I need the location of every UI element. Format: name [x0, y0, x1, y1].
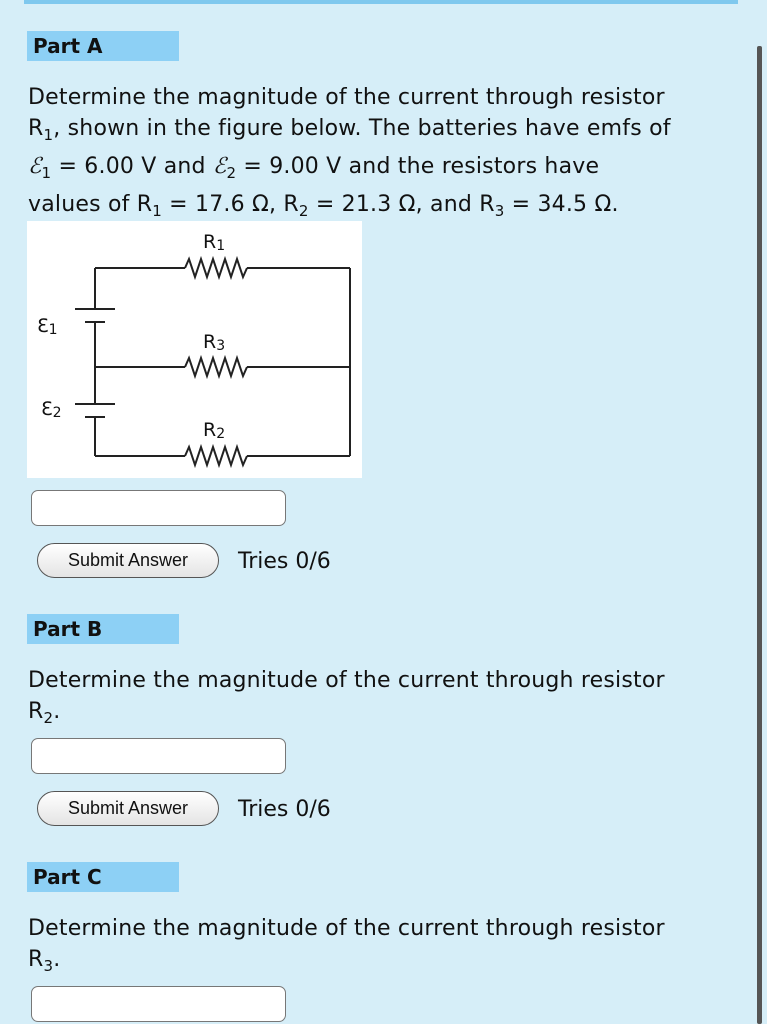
subscript: 3 [494, 202, 505, 220]
subscript: 1 [41, 164, 52, 182]
part-a-submit-button[interactable]: Submit Answer [37, 543, 219, 578]
part-c-question [28, 913, 740, 982]
part-a-header: Part A [27, 31, 179, 61]
part-a-question [28, 82, 740, 227]
e2-label: Ɛ2 [41, 398, 62, 421]
question-text: = 17.6 Ω, R [161, 192, 299, 217]
part-c-header: Part C [27, 862, 179, 892]
emf-symbol: ℰ [212, 154, 227, 179]
r3-label: R3 [203, 331, 226, 354]
r2-label: R2 [203, 419, 226, 442]
question-text: = 9.00 V and the resistors have [236, 154, 600, 179]
part-a-tries: Tries 0/6 [238, 549, 331, 574]
e1-label: Ɛ1 [37, 315, 58, 338]
part-b-header: Part B [27, 614, 179, 644]
resistor-r3 [185, 358, 247, 376]
resistor-r1 [185, 259, 247, 277]
part-b-submit-button[interactable]: Submit Answer [37, 791, 219, 826]
part-b-question [28, 665, 740, 734]
subscript: 1 [43, 126, 54, 144]
circuit-figure [27, 221, 362, 478]
subscript: 2 [226, 164, 237, 182]
resistor-r2 [185, 447, 247, 465]
r1-label: R1 [203, 231, 226, 254]
subscript: 3 [43, 957, 54, 975]
question-text: . [53, 947, 61, 972]
subscript: 2 [298, 202, 309, 220]
question-text: = 21.3 Ω, and R [308, 192, 495, 217]
question-text: R [28, 699, 44, 724]
question-text: , shown in the figure below. The batteries have emfs of [53, 116, 671, 141]
question-text: R [28, 116, 44, 141]
question-line: Determine the magnitude of the current through resistor [28, 668, 665, 693]
question-line: Determine the magnitude of the current through resistor [28, 85, 665, 110]
question-text: . [53, 699, 61, 724]
circuit-diagram [27, 221, 362, 478]
scrollbar[interactable] [757, 46, 762, 1024]
emf-symbol: ℰ [28, 154, 42, 179]
question-text: R [28, 947, 44, 972]
part-c-answer-input[interactable] [31, 986, 286, 1022]
part-b-answer-input[interactable] [31, 738, 286, 774]
subscript: 1 [152, 202, 162, 220]
question-text: = 6.00 V and [51, 154, 213, 179]
question-text: values of R [28, 192, 153, 217]
subscript: 2 [43, 709, 54, 727]
top-strip [24, 0, 738, 4]
question-text: = 34.5 Ω. [504, 192, 619, 217]
part-a-answer-input[interactable] [31, 490, 286, 526]
part-b-tries: Tries 0/6 [238, 797, 331, 822]
question-line: Determine the magnitude of the current through resistor [28, 916, 665, 941]
